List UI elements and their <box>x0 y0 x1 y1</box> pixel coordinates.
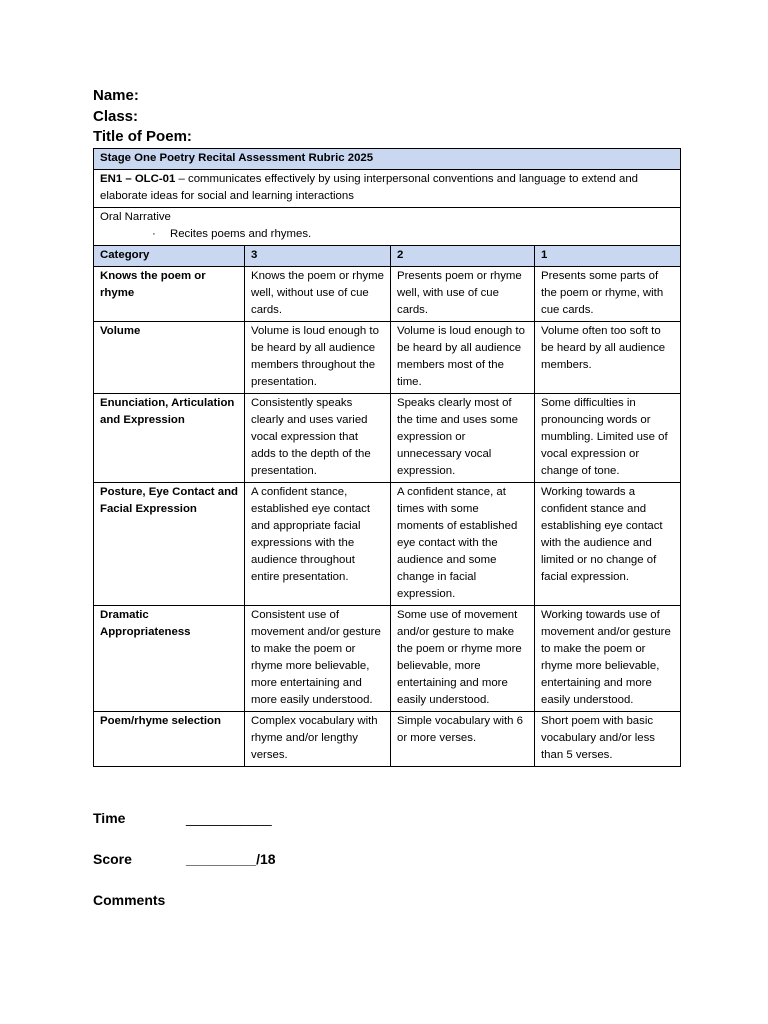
time-row <box>93 810 272 826</box>
score-2-cell: Speaks clearly most of the time and uses some expression or unnecessary vocal expression. <box>391 394 535 483</box>
table-row <box>94 322 681 394</box>
column-header-3: 3 <box>245 246 391 267</box>
column-header-1: 1 <box>535 246 681 267</box>
time-label: Time <box>93 810 126 826</box>
score-3-cell: Volume is loud enough to be heard by all audience members throughout the presentation. <box>245 322 391 394</box>
score-3-cell: Consistently speaks clearly and uses varied vocal expression that adds to the depth of the presentation. <box>245 394 391 483</box>
table-row <box>94 606 681 712</box>
strand-item <box>100 226 674 243</box>
score-row <box>93 851 276 867</box>
standard-row <box>94 170 681 208</box>
score-1-cell: Volume often too soft to be heard by all audience members. <box>535 322 681 394</box>
criterion-cell: Enunciation, Articulation and Expression <box>94 394 245 483</box>
score-1-cell: Some difficulties in pronouncing words or mumbling. Limited use of vocal expression or change of tone. <box>535 394 681 483</box>
score-3-cell: Knows the poem or rhyme well, without use of cue cards. <box>245 267 391 322</box>
score-blank: _________/18 <box>186 851 276 867</box>
score-2-cell: Presents poem or rhyme well, with use of cue cards. <box>391 267 535 322</box>
strand-cell <box>94 208 681 246</box>
strand-row <box>94 208 681 246</box>
score-1-cell: Presents some parts of the poem or rhyme, with cue cards. <box>535 267 681 322</box>
standard-cell <box>94 170 681 208</box>
student-details <box>93 86 192 148</box>
score-3-cell: A confident stance, established eye contact and appropriate facial expressions with the audience throughout entire presentation. <box>245 483 391 606</box>
rubric-title: Stage One Poetry Recital Assessment Rubric 2025 <box>94 149 681 170</box>
assessment-rubric-table <box>93 148 681 767</box>
score-label: Score <box>93 851 132 867</box>
score-1-cell: Working towards use of movement and/or gesture to make the poem or rhyme more believable, entertaining and more easily understood. <box>535 606 681 712</box>
score-2-cell: Volume is loud enough to be heard by all audience members most of the time. <box>391 322 535 394</box>
score-3-cell: Complex vocabulary with rhyme and/or lengthy verses. <box>245 712 391 767</box>
score-3-cell: Consistent use of movement and/or gesture to make the poem or rhyme more believable, more entertaining and more easily understood. <box>245 606 391 712</box>
score-1-cell: Short poem with basic vocabulary and/or less than 5 verses. <box>535 712 681 767</box>
name-label: Name: <box>93 87 139 104</box>
table-row <box>94 712 681 767</box>
criterion-cell: Volume <box>94 322 245 394</box>
standard-code: EN1 – OLC-01 <box>100 173 176 185</box>
criterion-cell: Knows the poem or rhyme <box>94 267 245 322</box>
bullet-icon: · <box>152 228 156 240</box>
standard-text: – communicates effectively by using interpersonal conventions and language to extend and elaborate ideas for social and learning interactions <box>100 173 639 202</box>
strand-item-text: Recites poems and rhymes. <box>170 228 312 240</box>
criterion-cell: Poem/rhyme selection <box>94 712 245 767</box>
column-header-row <box>94 246 681 267</box>
poem-title-label: Title of Poem: <box>93 128 192 145</box>
table-row <box>94 483 681 606</box>
score-2-cell: Simple vocabulary with 6 or more verses. <box>391 712 535 767</box>
score-1-cell: Working towards a confident stance and establishing eye contact with the audience and limited or no change of facial expression. <box>535 483 681 606</box>
rubric-title-row <box>94 149 681 170</box>
class-label: Class: <box>93 107 139 125</box>
column-header-2: 2 <box>391 246 535 267</box>
table-row <box>94 394 681 483</box>
score-2-cell: Some use of movement and/or gesture to make the poem or rhyme more believable, more entertaining and more easily understood. <box>391 606 535 712</box>
criterion-cell: Posture, Eye Contact and Facial Expression <box>94 483 245 606</box>
table-row <box>94 267 681 322</box>
comments-label: Comments <box>93 892 166 908</box>
score-2-cell: A confident stance, at times with some moments of established eye contact with the audience and some change in facial expression. <box>391 483 535 606</box>
strand-label: Oral Narrative <box>100 211 171 223</box>
criterion-cell: Dramatic Appropriateness <box>94 606 245 712</box>
time-blank: ___________ <box>186 810 272 826</box>
column-header-category: Category <box>94 246 245 267</box>
